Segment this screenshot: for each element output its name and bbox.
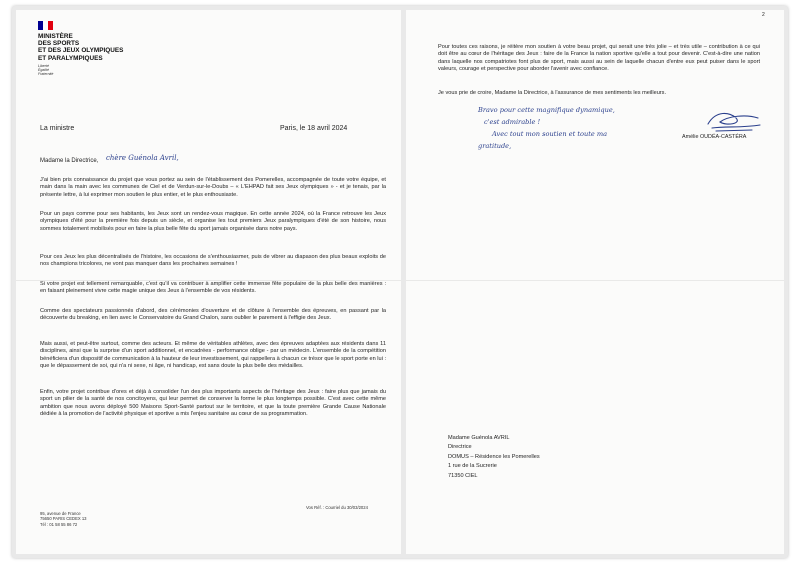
address-line: Tél : 01 58 55 86 72 <box>40 521 78 527</box>
ministry-name <box>38 33 198 62</box>
recipient-line: Madame Guénola AVRIL <box>448 435 510 441</box>
body-paragraph: Comme des spectateurs passionnés d'abord, des cérémonies d'ouverture et de clôture à l'ensemble des épreuves, en passant par la découverte du breaking, en lien avec le Conservatoire du Grand Chalon, sans oublier le parement à l'effigie des Jeux. <box>40 308 386 322</box>
signature-scribble <box>702 106 764 136</box>
marianne-logo <box>38 21 53 30</box>
body-paragraph: Pour toutes ces raisons, je réitère mon soutien à votre beau projet, qui serait une très jolie – et très utile – contribution à ce qui doit être au cœur de l'héritage des Jeux : faire de la France la nation sportive qu'elle a tout pour devenir. C'est-à-dire une nation dans laquelle nos compatriotes font plus de sport, mais aussi au sein de laquelle chacun d'entre eux peut puiser dans le sport valeurs, courage et perspective pour aborder l'avenir avec confiance. <box>438 44 760 73</box>
body-paragraph: Pour un pays comme pour ses habitants, les Jeux sont un rendez-vous magique. En cette année 2024, où la France retrouve les Jeux olympiques d'été pour la première fois depuis un siècle, et organise les tout premiers Jeux paralympiques d'été de son histoire, nous sommes totalement mobilisés pour en faire la plus belle fête du sport jamais organisée dans notre pays. <box>40 211 386 232</box>
address-line: 75650 PARIS CEDEX 13 <box>40 516 87 522</box>
ministry-line: DES SPORTS <box>38 40 80 48</box>
place-date: Paris, le 18 avril 2024 <box>280 125 348 132</box>
body-paragraph: J'ai bien pris connaissance du projet que vous portez au sein de l'établissement des Pomerelles, accompagnée de toute votre équipe, et main dans la main avec les communes de Ciel et de Verdun-sur-le-Doubs – « L'EHPAD fait ses Jeux olympiques » - et je tenais, par la présente lettre, à lui exprimer mon soutien le plus entier, et le plus enthousiaste. <box>40 177 386 198</box>
body-paragraph: Pour ces Jeux les plus décentralisés de l'histoire, les occasions de s'enthousiasmer, puis de vibrer au diapason des plus beaux exploits de nos champions tricolores, ne vont pas manquer dans les prochaines semaines ! <box>40 254 386 268</box>
handwritten-line: c'est admirable ! <box>484 118 541 126</box>
ministry-line: ET PARALYMPIQUES <box>38 54 103 62</box>
ministry-line: MINISTÈRE <box>38 33 73 40</box>
handwritten-line: gratitude, <box>478 142 512 150</box>
closing-formula: Je vous prie de croire, Madame la Directrice, à l'assurance de mes sentiments les meilleurs. <box>438 90 667 96</box>
flag-red <box>48 21 53 30</box>
body-paragraph: Mais aussi, et peut-être surtout, comme des acteurs. Et même de véritables athlètes, avec des épreuves adaptées aux résidents dans 11 disciplines, ainsi que la surprise d'un sport additionnel, et encadrées - performance oblige - par un médecin. L'ensemble de la compétition bénéficiera d'un dispositif de communication à la hauteur de leur investissement, qui rappellera à chacun ce trésor que le sport porte en lui : que le dépassement de soi, qui n'a ni sexe, ni âge, ni handicap, est sans doute la plus belle des médailles. <box>40 341 386 370</box>
recipient-line: 71350 CIEL <box>448 472 478 479</box>
recipient-address <box>448 434 540 481</box>
motto-line: Fraternité <box>38 72 54 77</box>
recipient-line: 1 rue de la Sucrerie <box>448 463 497 470</box>
recipient-line: Directrice <box>448 444 472 451</box>
page-fold <box>406 280 784 281</box>
salutation: Madame la Directrice, <box>40 158 99 164</box>
handwritten-note <box>478 106 615 150</box>
reference: Vos Réf. : Courriel du 30/03/2024 <box>306 505 368 510</box>
handwritten-line: Bravo pour cette magnifique dynamique, <box>478 106 615 114</box>
handwritten-salutation: chère Guénola Avril, <box>106 154 179 162</box>
republic-motto <box>38 64 53 77</box>
handwritten-line: Avec tout mon soutien et toute ma <box>492 130 608 138</box>
letter-page-2 <box>406 10 784 554</box>
ministry-address <box>40 511 86 527</box>
body-paragraph: Enfin, votre projet contribue d'ores et déjà à consolider l'un des plus importants aspects de l'héritage des Jeux : faire plus que jamais du sport un pilier de la santé de nos concitoyens, qui leur permet de conserver la forme le plus longtemps possible. C'est avec cette même ambition que nous avons déployé 500 Maisons Sport-Santé partout sur le territoire, et que la toute première Grande Cause Nationale dédiée à la promotion de l'activité physique et sportive a mis l'enjeu sanitaire au cœur de sa programmation. <box>40 389 386 418</box>
recipient-line: DOMUS – Résidence les Pomerelles <box>448 453 540 460</box>
page-number: 2 <box>762 12 765 18</box>
body-paragraph: Si votre projet est tellement remarquable, c'est qu'il va contribuer à amplifier cette immense fête populaire de la plus belle des manières : en faisant pleinement vivre cette magie unique des Jeux à l'ensemble de vos résidents. <box>40 281 386 295</box>
signatory-name: Amélie OUDÉA-CASTÉRA <box>682 134 747 140</box>
address-line: 95, avenue de France <box>40 511 81 516</box>
ministry-line: ET DES JEUX OLYMPIQUES <box>38 47 124 55</box>
letter-page-1 <box>16 10 401 554</box>
motto-line: Égalité <box>38 68 49 73</box>
sender-title: La ministre <box>40 125 75 132</box>
motto-line: Liberté <box>38 64 49 68</box>
